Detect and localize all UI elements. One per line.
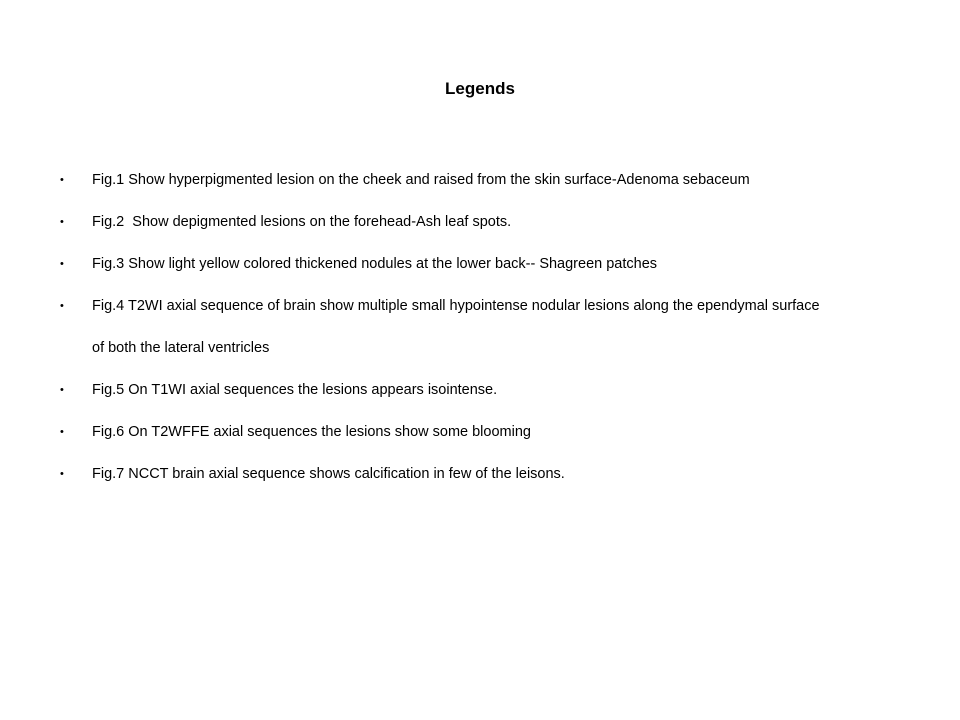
bullet-icon: •: [60, 384, 64, 396]
legend-text: Fig.4 T2WI axial sequence of brain show multiple small hypointense nodular lesions along the ependymal surface: [92, 298, 820, 314]
legend-text: Fig.6 On T2WFFE axial sequences the lesions show some blooming: [92, 424, 531, 440]
slide-title: Legends: [445, 79, 515, 98]
legend-item-fig6: [60, 422, 920, 443]
legend-item-fig1: [60, 170, 920, 191]
legend-text: Fig.1 Show hyperpigmented lesion on the cheek and raised from the skin surface-Adenoma sebaceum: [92, 172, 750, 188]
legend-text-continuation: of both the lateral ventricles: [92, 340, 270, 356]
legend-text: Fig.5 On T1WI axial sequences the lesions appears isointense.: [92, 382, 498, 398]
legend-item-fig4: [60, 296, 920, 359]
bullet-icon: •: [60, 174, 64, 186]
legend-text: Fig.7 NCCT brain axial sequence shows calcification in few of the leisons.: [92, 466, 565, 482]
legend-text: Fig.2 Show depigmented lesions on the forehead-Ash leaf spots.: [92, 214, 512, 230]
bullet-icon: •: [60, 300, 64, 312]
bullet-icon: •: [60, 216, 64, 228]
bullet-icon: •: [60, 426, 64, 438]
legend-text: Fig.3 Show light yellow colored thickened nodules at the lower back-- Shagreen patches: [92, 256, 658, 272]
legend-item-fig5: [60, 380, 920, 401]
bullet-icon: •: [60, 468, 64, 480]
legend-list: [60, 170, 920, 506]
bullet-icon: •: [60, 258, 64, 270]
legend-item-fig2: [60, 212, 920, 233]
legend-item-fig7: [60, 464, 920, 485]
legend-item-fig3: [60, 254, 920, 275]
